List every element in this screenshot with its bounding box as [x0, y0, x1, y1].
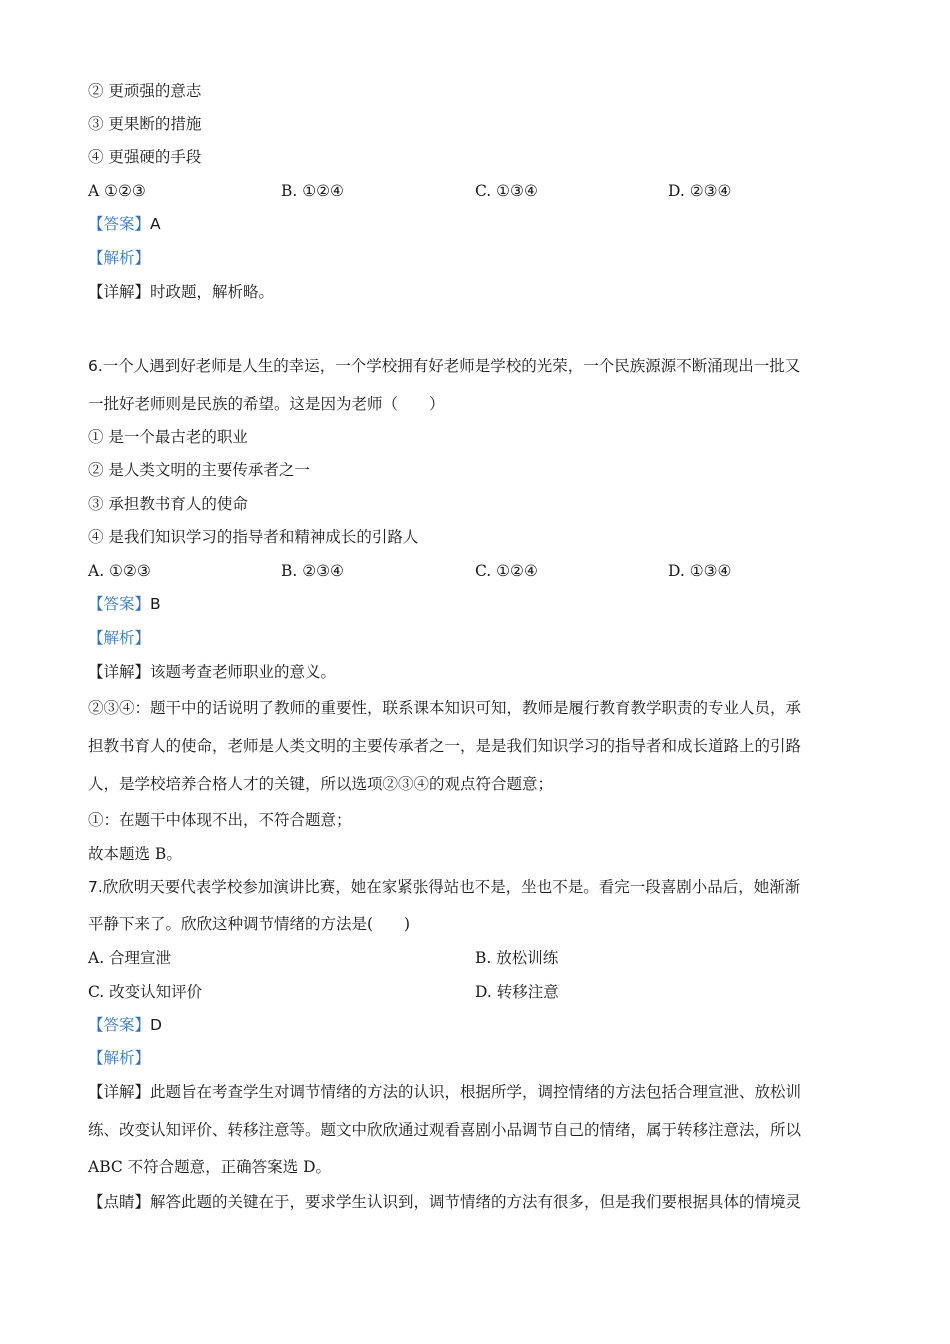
analysis-tag: 【解析】	[88, 249, 151, 267]
q7-stem-text-1: 欣欣明天要代表学校参加演讲比赛，她在家紧张得站也不是，坐也不是。看完一段喜剧小品后，她渐渐	[102, 878, 801, 896]
q7-detail-line-2: 练、改变认知评价、转移注意等。题文中欣欣通过观看喜剧小品调节自己的情绪，属于转移注意法，所以	[88, 1121, 802, 1139]
q6-explain-line-2: 担教书育人的使命，老师是人类文明的主要传承者之一，是是我们知识学习的指导者和成长道路上的引路	[88, 737, 802, 755]
q7-option-b: B. 放松训练	[475, 949, 559, 967]
q7-number: 7.	[88, 878, 103, 896]
q6-explain-line-1: ②③④：题干中的话说明了教师的重要性，联系课本知识可知，教师是履行教育教学职责的专业人员，承	[88, 699, 802, 717]
detail-tag: 【详解】	[88, 283, 151, 301]
q7-analysis	[88, 1048, 878, 1068]
q6-conclusion: 故本题选 B。	[88, 845, 182, 863]
q6-analysis	[88, 628, 878, 648]
q6-item-1: ① 是一个最古老的职业	[88, 428, 248, 446]
q6-stem-line-2: 一批好老师则是民族的希望。这是因为老师（ ）	[88, 395, 445, 413]
answer-tag: 【答案】	[88, 595, 151, 613]
q5-option-b: B. ①②④	[281, 182, 344, 200]
q6-option-d: D. ①③④	[668, 562, 732, 580]
q5-item-2: ② 更顽强的意志	[88, 82, 202, 100]
q7-option-c: C. 改变认知评价	[88, 983, 203, 1001]
q6-item-2: ② 是人类文明的主要传承者之一	[88, 461, 310, 479]
answer-value: A	[150, 215, 161, 233]
q6-item-3: ③ 承担教书育人的使命	[88, 495, 248, 513]
analysis-tag: 【解析】	[88, 1049, 151, 1067]
detail-text: 该题考查老师职业的意义。	[150, 663, 337, 681]
analysis-tag: 【解析】	[88, 629, 151, 647]
q6-answer	[88, 594, 878, 614]
q5-option-c: C. ①③④	[475, 182, 538, 200]
q7-option-a: A. 合理宣泄	[88, 949, 172, 967]
q6-stem-text-1: 一个人遇到好老师是人生的幸运，一个学校拥有好老师是学校的光荣，一个民族源源不断涌现出一批又	[102, 357, 801, 375]
comment-text: 解答此题的关键在于，要求学生认识到，调节情绪的方法有很多，但是我们要根据具体的情境灵	[150, 1193, 802, 1211]
detail-text: 时政题，解析略。	[150, 283, 275, 301]
detail-tag: 【详解】	[88, 663, 151, 681]
q6-explain-line-3: 人，是学校培养合格人才的关键，所以选项②③④的观点符合题意；	[88, 775, 554, 793]
q6-option-a: A. ①②③	[88, 562, 151, 580]
q7-comment-line-1	[88, 1192, 878, 1212]
q5-option-a: A ①②③	[88, 182, 146, 200]
q5-item-4: ④ 更强硬的手段	[88, 148, 202, 166]
q5-answer	[88, 214, 878, 234]
q6-detail	[88, 662, 878, 682]
q7-option-d: D. 转移注意	[475, 983, 559, 1001]
q6-stem-line-1	[88, 356, 878, 376]
detail-text: 此题旨在考查学生对调节情绪的方法的认识，根据所学，调控情绪的方法包括合理宣泄、放松训	[150, 1083, 802, 1101]
q6-option-b: B. ②③④	[281, 562, 344, 580]
detail-tag: 【详解】	[88, 1083, 151, 1101]
q7-stem-line-1	[88, 877, 878, 897]
q6-explain-line-4: ①：在题干中体现不出，不符合题意；	[88, 811, 352, 829]
q5-option-d: D. ②③④	[668, 182, 732, 200]
q7-detail-line-1	[88, 1082, 878, 1102]
q7-stem-line-2: 平静下来了。欣欣这种调节情绪的方法是( )	[88, 915, 411, 933]
q7-answer	[88, 1015, 878, 1035]
q5-item-3: ③ 更果断的措施	[88, 115, 202, 133]
q5-analysis	[88, 248, 878, 268]
answer-value: D	[150, 1016, 162, 1034]
q6-option-c: C. ①②④	[475, 562, 538, 580]
answer-value: B	[150, 595, 161, 613]
q7-detail-line-3: ABC 不符合题意，正确答案选 D。	[88, 1158, 332, 1176]
comment-tag: 【点睛】	[88, 1193, 151, 1211]
q5-detail	[88, 282, 878, 302]
q6-item-4: ④ 是我们知识学习的指导者和精神成长的引路人	[88, 528, 419, 546]
answer-tag: 【答案】	[88, 215, 151, 233]
answer-tag: 【答案】	[88, 1016, 151, 1034]
q6-number: 6.	[88, 357, 103, 375]
